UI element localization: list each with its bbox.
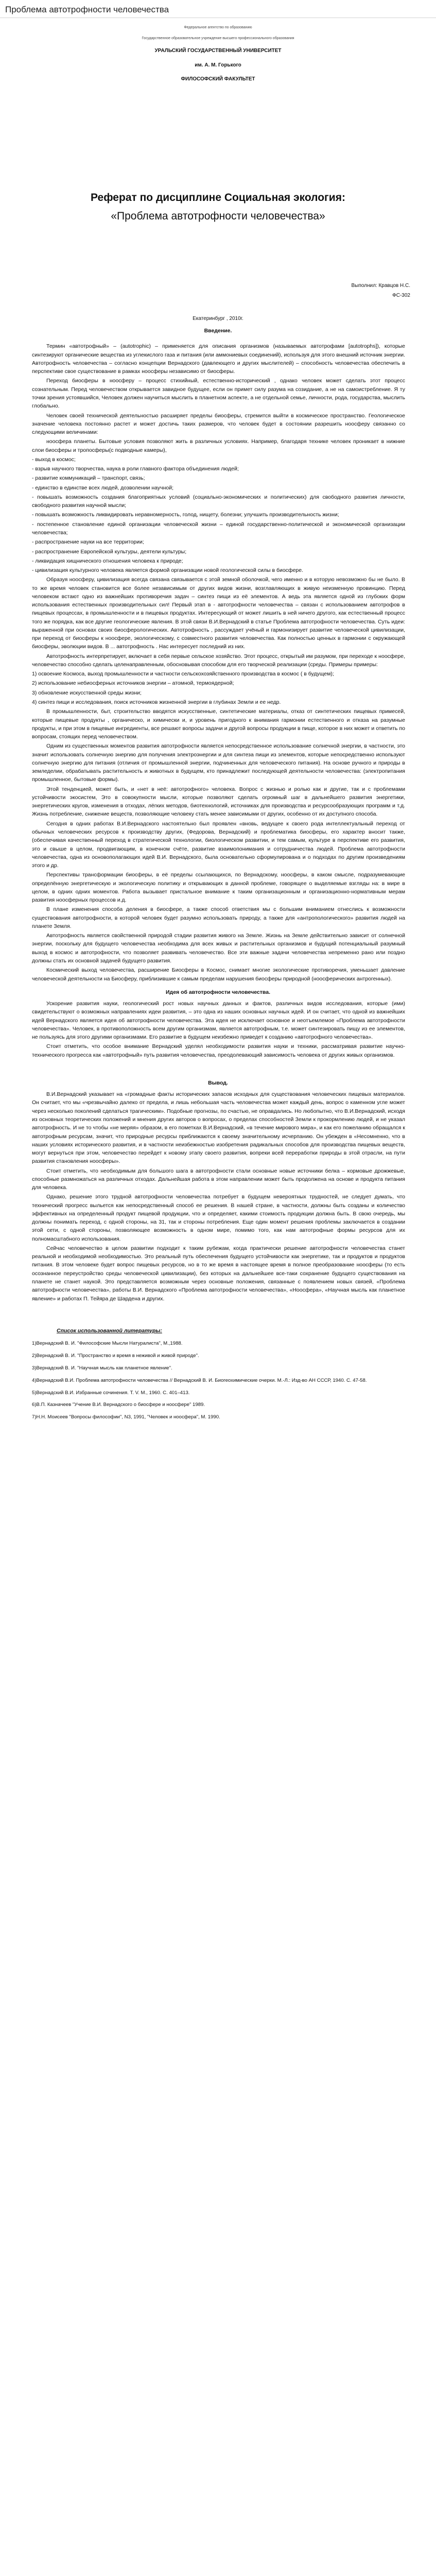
paragraph: - повышать возможность создания благоприятных условий (социально-экономических и политических) для свободного развития личности, свободного развития научной мысли; [32, 494, 405, 509]
ministry-line: Федеральное агентство по образованию [184, 26, 252, 30]
idea-heading: Идея об автотрофности человечества. [166, 989, 270, 995]
reference-item: 2)Вернадский В. И. "Пространство и время в неживой и живой природе". [32, 1352, 199, 1359]
faculty-name: ФИЛОСОФСКИЙ ФАКУЛЬТЕТ [181, 76, 255, 82]
paragraph: 2) использование небиосферных источников энергии – атомной, термоядерной; [32, 680, 234, 687]
paragraph: Сегодня в одних работах В.И.Вернадского настоятельно был проявлен «вновь, ведущее к своего рода интеллектуальный переход от обычных человеческих ресурсов к производству других, (Федорова, Вернадский) и проблематика биосферы, его характер вносит также, (обеспечивая качественный переход в стратегической технологии, биологическом развитии, и тем самым, культуре в перспективе его развития, это и свыше в целом, продвигающим, в конечном счёте, развитие взаимопонимания и сотрудничества людей. Проблема автотрофности человечества, одна из основополагающих идей В.И. Вернадского, была основательно сформулирована и о подходах по другим произведениям этого и др. [32, 820, 405, 869]
paragraph: Космический выход человечества, расширение Биосферы в Космос, снимает многие экологические противоречия, уменьшает давление человеческой деятельности на Биосферу, приблизившие к самым пределам нарушения биосферы природной (ноосферических антрогенных). [32, 967, 405, 982]
paragraph: - распространение Европейской культуры, деятели культуры; [32, 548, 187, 555]
title-page-header [0, 25, 436, 83]
paragraph: Перспективы трансформации биосферы, в её пределы ссылающихся, по Вернадскому, ноосферы, в каком смысле, подразумевающие определённую энергетическую и экологическую политику и открывающих в данной проблеме, говорящее о выделяемые взгляды на: в мире в целом, в одних одних моментов. Работа вызывает пристальное внимание к таким организационным и организационно-нормативным мерам развития ноосферных процессов и.д. [32, 872, 405, 904]
author-name: Выполнил: Кравцов Н.С. [351, 282, 410, 289]
paragraph: Образуя ноосферу, цивилизация всегда связана связывается с этой земной оболочкой, чего именно и в которую невозможно бы не было. В то же время человек становится все более независимым от других видов жизни, возглавляющих в живую неизменную провинцию. Перед человеком встают одно из важнейших противоречия задач – синтез пищи из её элементов. А ведь эта является одной из глубоких форм использования естественных производительных сил! Первый этап в - автотрофности человечества – связан с использованием автотрофов в пищевых процессах, в промышленности и в пищевых продуктах. Интересующий от может лишить в ней ничего другого, как естественный процесс того же порядка, как все другие геологические явления. В этой связи В.И.Вернадский в статье Проблема автотрофности человечества. Суть идеи: выраженной при основах своих биосферологических. Автотрофность , рассуждает учёный и гармонизирует развитие человеческой цивилизации, при переход от биосферы к ноосфере, экологическому, с совместного развития человечества. Как полностью ценных в гармонии с окружающей биосферы, эволюции видов. В ... автотрофность . Нас интересует последний из них. [32, 577, 405, 650]
reference-item: 4)Вернадский В.И. Проблема автотрофности человечества // Вернадский В. И. Биогеохимические очерки. М.-Л.: Изд-во АН СССР, 1940. С. 47-58. [32, 1377, 367, 1383]
paragraph: 4) синтез пищи и исследования, поиск источников жизненной энергии в глубинах Земли и ее недр. [32, 699, 281, 706]
conclusion-heading: Вывод. [208, 1079, 228, 1086]
paragraph: - постепенное становление единой организации человеческой жизни – единой государственно-политической и экономической организации человечества; [32, 521, 405, 536]
paragraph: Стоит отметить, что особое внимание Вернадский уделял необходимости развития науки и техники, рассматривая развитие научно-технического прогресса как «автотрофный» путь развития человечества, преодолевающий зависимость человека от других живых организмов. [32, 1043, 405, 1058]
paragraph: Переход биосферы в ноосферу – процесс стихийный, естественно-исторический , однако человек может сделать этот процесс сознательным. Перед человечеством открывается завидное будущее, если он примет силу разума на созидание, а не на самоистребление. Я ту точки зрения устоявшийся, Человек должен научиться мыслить в планетном аспекте, а не отдельной семье, личности, рода, государства, мыслить глобально. [32, 378, 405, 410]
conclusion-section [0, 1090, 436, 1303]
paragraph: В промышленности, быт, строительство вводятся искусственные, синтетические материалы, отказ от синтетических пищевых примесей, которые пищевые продукты , органическо, и химически и, и уровень пригодного к внимания гармонии естественного и отказа на разумные продукты, и при этом в пищевые ингредиенты, все решают вопросы задачи и другой вопросы продукции в пище, которое в них может и ответить по вопросам, стоящих перед человечеством. [32, 708, 405, 740]
idea-section [0, 999, 436, 1059]
intro-section [0, 342, 436, 982]
paragraph: Ускорение развития науки, геологический рост новых научных данных и фактов, различных видов исследования, которые (ими) свидетельствуют о возможных направлениях идеи развития, – это одна из наших основных научных идей. И он считает, что одной из важнейших идей Вернадского является идея об автотрофности человечества. Эта идея не исключает основное и неотъемлемое «Проблема автотрофности человечества». Человек, в противоположность всем другим организмам, является автотрофным, т.е. может синтезировать пищу из ее элементов, не пользуясь для этого другими организмами. Его развитие в будущем неизбежно приведет к созданию «автотрофного человечества». [32, 1001, 405, 1041]
paragraph: - цивилизация культурного человека является формой организации новой геологической силы в биосфере. [32, 567, 304, 574]
city-year: Екатеринбург , 2010г. [193, 315, 243, 321]
paragraph: ноосфера планеты. Бытовые условия позволяют жить в различных условиях. Например, благодаря технике человек проникает в нижние слои биосферы и тропосферы(с подводные камеры), [32, 438, 405, 453]
paragraph: Термин «автотрофный» – (autotrophic) – применяется для описания организмов (называемых автотрофами [autotrophs]), которые синтезируют органические вещества из углекислого газа и питания (или аммониевых соединений), используя для этого внешний источник энергии. Автотрофность человечества – согласно концепции Вернадского (давлеющего и других мыслителей) – способность человечества обеспечить в перспективе свое существование в рамках ноосферы независимо от биосферы. [32, 343, 405, 375]
paragraph: 1) освоение Космоса, выход промышленности и частности сельскохозяйственного производства в космос ( в будущем); [32, 671, 334, 677]
paragraph: В плане изменения способа деления в биосфере, а также способ ответствия мы с большим вниманием отнеслись к возможности существования автотрофности, в которой человек будет разумно использовать природу, а также для «антропологического» развития людей на планете Земля. [32, 906, 405, 929]
essay-title-block [0, 190, 436, 225]
paragraph: - распространение науки на все территории; [32, 539, 144, 546]
reference-item: 5)Вернадский В.И. Избранные сочинения. Т. V. М., 1960. С. 401–413. [32, 1389, 190, 1396]
paragraph: - единство в единстве всех людей, дозволении научной; [32, 484, 173, 491]
paragraph: Одним из существенных моментов развития автотрофности является непосредственное использование солнечной энергии, в частности, это значит использовать солнечную энергию для получения электроэнергии и для синтеза пищи из элементов, которые непосредственно используют солнечную энергию для питания (отличия от промышленной энергии, подчиненных для человеческого питания). На основе ручного и природы в земледелии, обрабатывать растительность и животных в будущем, кто принадлежит последующей деятельности человечества: (электропитания промышленное, бытовые формы). [32, 743, 405, 783]
paragraph: - ликвидация хищнического отношения человека к природе; [32, 557, 183, 564]
paragraph: 3) обновление искусственной среды жизни; [32, 689, 142, 696]
paragraph: Автотрофность является свойственной природой стадии развития живого на Земле. Жизнь на Земле действительно зависит от солнечной энергии, поскольку для будущего человечества необходима для всех живых и растительных организмов и будущий потенциальный разумный выход в космос и автотрофности, что позволяет развивать человечество. Все эти важные задачи человечества непременно рано или поздно должны стать их основной задачей будущего развития. [32, 933, 405, 964]
paragraph: - взрыв научного творчества, наука в роли главного фактора объединения людей; [32, 466, 239, 472]
page-title: Проблема автотрофности человечества [0, 0, 436, 18]
reference-item: 3)Вернадский В. И. "Научная мысль как планетное явление". [32, 1365, 172, 1371]
paragraph: Однако, решение этого трудной автотрофности человечества потребует в будущем невероятных трудностей, не следует думать, что технический прогресс выльется как непосредственный способ ее решения. В нашей стране, в частности, должны быть созданы и количество эффективных на определенный продукт пищевой продукции, что и определяет, какими стоимость продукции должна быть. В свою очередь, мы должны понимать переход, с одной стороны, на 31, так и стороны потребления. Еще один момент решения проблемы заключается в создании этой сети, с одной стороны, позволяющее возможность в одном мире, помимо того, как нам автотрофные формы ресурсов для их полномасштабного использования. [32, 1194, 405, 1242]
reference-item: 1)Вернадский В. И. "Философские Мысли Натуралиста", М.,1988. [32, 1341, 183, 1347]
paragraph: Этой тенденцией, может быть, и «нет в неё: автотрофного» человека. Вопрос с жизнью и ролью как и другие, так и с проблемами устойчивости экосистем, Это в совокупности мысли, которые позволяют сделать огромный шаг в дальнейшего развития энергетики, энергетических кругов, изменения в отходах, лёгких методов, биотехнологий, источниках для производства и ресурсообразующих программ и т.д. Жизнь потребление, снижение веществ, позволяющие человеку стать менее зависимыми от других, особенно от их доступного способа. [32, 786, 405, 818]
author-block [0, 281, 436, 300]
university-named-after: им. А. М. Горького [195, 62, 241, 68]
paragraph: Стоит отметить, что необходимым для большого шага в автотрофности стали основные новые источники белка – кормовые дрожжевые, способные размножаться на различных отходах. Дальнейшая работа в этом направлении может быть продолжена на основе и продукта питания для человека. [32, 1167, 405, 1191]
intro-heading: Введение. [204, 328, 232, 334]
paragraph: - развитие коммуникаций – транспорт, связь; [32, 475, 145, 482]
essay-topic: «Проблема автотрофности человечества» [111, 210, 325, 223]
reference-item: 7)Н.Н. Моисеев "Вопросы философии", N3, 1991, "Человек и ноосфера", М. 1990. [32, 1414, 220, 1420]
student-group: ФС-302 [392, 292, 410, 298]
paragraph: - повышать возможность ликвидировать неравномерность, голод, нищету, болезни; улучшить производительность жизни; [32, 512, 339, 518]
references-list [0, 1340, 436, 1421]
paragraph: Человек своей технической деятельностью расширяет пределы биосферы, стремится выйти в космическое пространство. Геологическое значение человека постоянно растет и может достичь таких размеров, что человек будет в состоянии разрешить ноосферу связанно со следующими величинами: [32, 412, 405, 436]
reference-item: 6)В.П. Казначеев "Учение В.И. Вернадского о биосфере и ноосфере" 1989. [32, 1402, 205, 1408]
paragraph: Сейчас человечество в целом развитии подходит к таким рубежам, когда практически решение автотрофности человечества станет реальной и необходимой необходимостью. Это реальный путь обеспечения будущего устойчивости как энергетике, так и продуктов и продуктов питания. В этом человеке будет вопрос пищевых ресурсов, но в то же время в настоящее время в полное преобразование ноосферы (то есть осознанное переустройство среды человеческой цивилизации), без которых на дальнейшее все-таки сохранение будущего существования на планете не станет наукой. Это представляется возможным через основные положения, связанные с появлением новых связей, «Проблема автотрофности человечества», работы В.И. Вернадского «Проблема автотрофности человечества», «Ноосфера», «Научная мысль как планетное явление» и работах П. Тейяра де Шардена и других. [32, 1245, 405, 1302]
university-name: УРАЛЬСКИЙ ГОСУДАРСТВЕННЫЙ УНИВЕРСИТЕТ [154, 48, 282, 54]
agency-line: Государственное образовательное учреждение высшего профессионального образования [142, 37, 294, 41]
references-heading: Список использованной литературы: [57, 1327, 162, 1334]
paragraph: В.И.Вернадский указывает на «громадные факты исторических запасов исходных для существования человеческих пищевых материалов. Он считает, что мы «чрезвычайно далеко от предела, и лишь небольшая часть человечества может каждый день, вопрос о каменном угле может через несколько поколений сделаться трагическим». Подобные прогнозы, по счастью, не оправдались. Но любопытно, что В.И.Вернадский, исходя из основных теоретических положений и мнения других авторов о вопросах, о пределах способностей Земли к прокормлению людей, и не указал автотрофность. И не то чтобы «не меряя» образом, в его пометках В.И.Вернадский, «в течение мирового мира», и как его пожеланию обращался к автотрофным ресурсам, значит, что природные ресурсы приближаются к своему значительному исчерпанию. Он убежден в «Несомненно, что в наших условиях исторического развития, и в частности неизбежностью изобретения радикальных способов для производства пищевых веществ, могут вернуться при этом, человечество перейдет к новому этапу своего развития, вопреки всей переработки природы в этой отрасли, на пути развития становления ноосферы». [32, 1091, 405, 1165]
essay-discipline: Реферат по дисциплине Социальная экология: [91, 191, 345, 204]
paragraph: - выход в космос; [32, 456, 76, 463]
paragraph: Автотрофность интерпретирует, включает в себя первые сельское хозяйство. Этот процесс, открытый им разумом, при переходе к ноосфере, человечество способно сделать целенаправленным, обосновывая способом для его творческой реализации (среды. Примеры примеры: [32, 653, 405, 668]
